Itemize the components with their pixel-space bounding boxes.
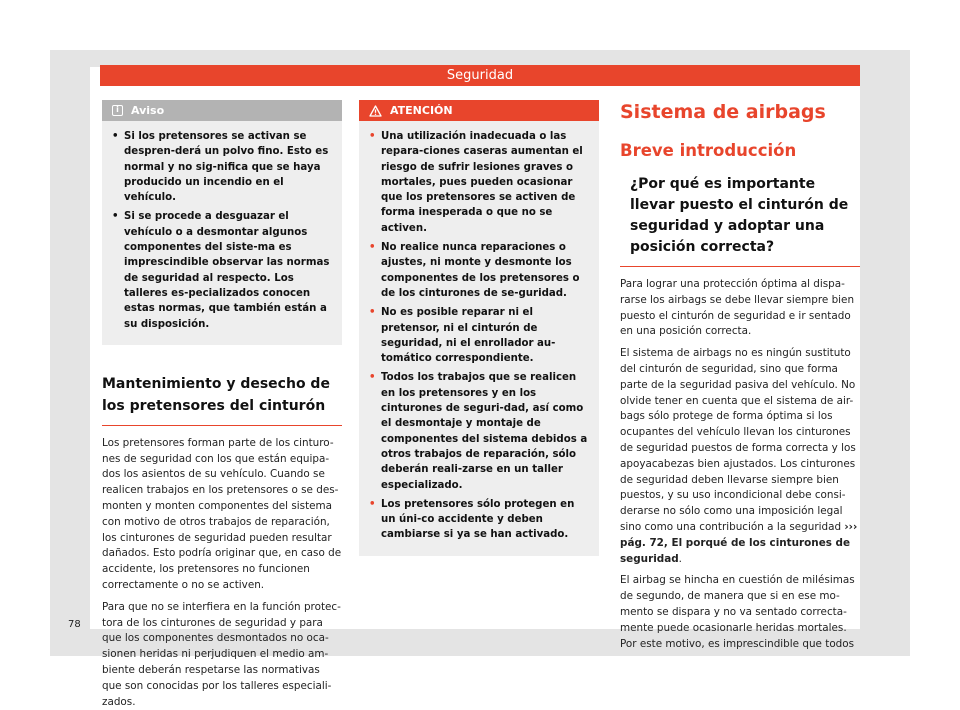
paragraph: Los pretensores forman parte de los cinturo-nes de seguridad con los que están equipa-dos los asientos de su vehículo. Cuando se realicen trabajos en los pretensores o se des-monten y monten componentes del sistema con motivo de otros trabajos de reparación, los cinturones de seguridad pueden resultar dañados. Esto podría originar que, en caso de accidente, los pretensores no funcionen correctamente o no se activen. [102, 436, 342, 592]
info-icon: i [112, 105, 123, 116]
atencion-item: • Los pretensores sólo protegen en un úni-co accidente y deben cambiarse si ya se han activado. [369, 497, 591, 543]
paragraph-text: El sistema de airbags no es ningún sustituto del cinturón de seguridad, sino que forma parte de la seguridad pasiva del vehículo. No olvide tener en cuenta que el sistema de air-bags sólo protege de forma óptima si los ocupantes del vehículo llevan los cinturones de seguridad puestos de forma correcta y los apoyacabezas bien ajustados. Los cinturones de seguridad deben llevarse siempre bien puestos, y su uso incondicional debe consi-derarse no sólo como una imposición legal sino como una contribución a la seguridad [620, 347, 856, 533]
aviso-list [102, 121, 342, 332]
atencion-item: • No realice nunca reparaciones o ajustes, ni monte y desmonte los componentes de los pretensores o de los cinturones de se-guridad. [369, 240, 591, 301]
chapter-title: Sistema de airbags [620, 101, 826, 123]
atencion-list [359, 121, 599, 543]
atencion-title: ATENCIÓN [390, 104, 453, 117]
paragraph [620, 346, 860, 567]
atencion-header [359, 100, 599, 121]
atencion-item: • Una utilización inadecuada o las repara-ciones caseras aumentan el riesgo de sufrir lesiones graves o mortales, pues pueden ocasionar que los pretensores se activen de forma inesperada o que no se activen. [369, 129, 591, 236]
aviso-item: • Si se procede a desguazar el vehículo o a desmontar algunos componentes del siste-ma es imprescindible observar las normas de seguridad al respecto. Los talleres es-pecializados conocen estas normas, que también están a su disposición. [112, 209, 334, 331]
section-title: Mantenimiento y desecho de los pretensores del cinturón [102, 373, 342, 426]
column-right [620, 100, 860, 652]
warning-triangle-icon [369, 105, 382, 117]
column-left [102, 100, 342, 710]
aviso-header [102, 100, 342, 121]
section-heading: Breve introducción [620, 141, 797, 160]
page-number: 78 [68, 619, 81, 630]
paragraph: El airbag se hincha en cuestión de milésimas de segundo, de manera que si en ese mo-mento se dispara y no va sentado correcta-mente puede ocasionarle heridas mortales. Por este motivo, es imprescindible que todos [620, 574, 855, 650]
paragraph: Para lograr una protección óptima al dispa-rarse los airbags se debe llevar siempre bien puesto el cinturón de seguridad e ir sentado en una posición correcta. [620, 278, 855, 338]
atencion-box [359, 100, 599, 556]
paragraph: Para que no se interfiera en la función protec-tora de los cinturones de seguridad y para que los componentes desmontados no oca-sionen heridas ni perjudiquen el medio am-biente deberán respetarse las normativas que son conocidas por los talleres especiali-zados. [102, 600, 341, 708]
aviso-item: • Si los pretensores se activan se despren-derá un polvo fino. Esto es normal y no sig-nifica que se haya producido un incendio en el vehículo. [112, 129, 334, 205]
paragraph-end: . [678, 552, 682, 565]
section-header: Seguridad [100, 65, 860, 86]
column-middle [359, 100, 599, 556]
cross-reference-link[interactable]: ››› pág. 72, El porqué de los cinturones de seguridad [620, 520, 858, 565]
aviso-title: Aviso [131, 104, 165, 117]
atencion-item: • No es posible reparar ni el pretensor, ni el cinturón de seguridad, ni el enrollador au-tomático correspondiente. [369, 305, 591, 366]
subsection-heading: ¿Por qué es importante llevar puesto el cinturón de seguridad y adoptar una posición correcta? [620, 174, 860, 267]
aviso-box [102, 100, 342, 345]
atencion-item: • Todos los trabajos que se realicen en los pretensores y en los cinturones de seguri-dad, así como el desmontaje y montaje de componentes del sistema debidos a otros trabajos de reparación, sólo deberán reali-zarse en un taller especializado. [369, 370, 591, 492]
